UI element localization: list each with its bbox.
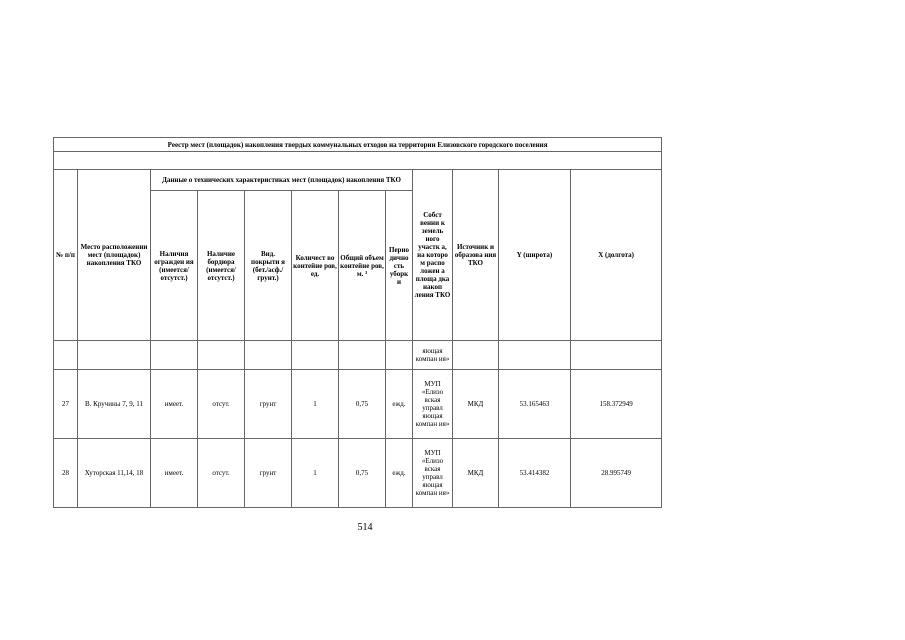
header-place: Место расположении мест (площадок) накопления ТКО — [78, 170, 151, 341]
row-volume: 0,75 — [339, 439, 386, 508]
header-border: Наличие бордюра (имеется/ отсутст.) — [198, 191, 245, 341]
continuation-owner: яющая компан ия» — [413, 341, 453, 370]
row-volume: 0,75 — [339, 370, 386, 439]
row-border: отсут. — [198, 439, 245, 508]
header-tech-group: Данные о технических характеристиках мест (площадок) накопления ТКО — [151, 170, 413, 191]
header-source: Источник и образова ния ТКО — [453, 170, 499, 341]
header-lat: Y (широта) — [499, 170, 571, 341]
row-source: МКД — [453, 439, 499, 508]
header-count: Количест во контейне ров, ед. — [292, 191, 339, 341]
registry-table — [53, 137, 662, 508]
row-num: 28 — [54, 439, 78, 508]
row-freq: ежд. — [386, 439, 413, 508]
row-address: В. Кручины 7, 9, 11 — [78, 370, 151, 439]
table-row — [54, 439, 662, 508]
table-row — [54, 370, 662, 439]
row-lat: 53.414382 — [499, 439, 571, 508]
row-fence: имеет. — [151, 439, 198, 508]
row-lon: 28.995749 — [571, 439, 662, 508]
row-fence: имеет. — [151, 370, 198, 439]
row-cover: грунт — [245, 370, 292, 439]
row-owner: МУП «Елизо вская управл яющая компан ия» — [413, 370, 453, 439]
header-cover: Вид. покрыти я (бет./асф./ грунт.) — [245, 191, 292, 341]
header-owner: Собст венни к земель ного участк а, на которо м распо ложен а площа дка накоп ления ТКО — [413, 170, 453, 341]
row-freq: ежд. — [386, 370, 413, 439]
table-title: Реестр мест (площадок) накопления твердых коммунальных отходов на территории Елизовского городского поселения — [54, 138, 662, 152]
row-source: МКД — [453, 370, 499, 439]
blank-row — [54, 152, 662, 170]
row-count: 1 — [292, 370, 339, 439]
header-lon: X (долгота) — [571, 170, 662, 341]
row-lon: 158.372949 — [571, 370, 662, 439]
row-address: Хуторская 11,14, 18 — [78, 439, 151, 508]
header-num: № п/п — [54, 170, 78, 341]
row-count: 1 — [292, 439, 339, 508]
row-lat: 53.165463 — [499, 370, 571, 439]
row-num: 27 — [54, 370, 78, 439]
header-volume: Общий объем контейне ров, м. ³ — [339, 191, 386, 341]
header-freq: Перио дично сть уборк и — [386, 191, 413, 341]
row-border: отсут. — [198, 370, 245, 439]
row-cover: грунт — [245, 439, 292, 508]
continuation-row — [54, 341, 662, 370]
page-number: 514 — [357, 522, 373, 533]
row-owner: МУП «Елизо вская управл яющая компан ия» — [413, 439, 453, 508]
header-fence: Наличия огражден ия (имеется/ отсутст.) — [151, 191, 198, 341]
